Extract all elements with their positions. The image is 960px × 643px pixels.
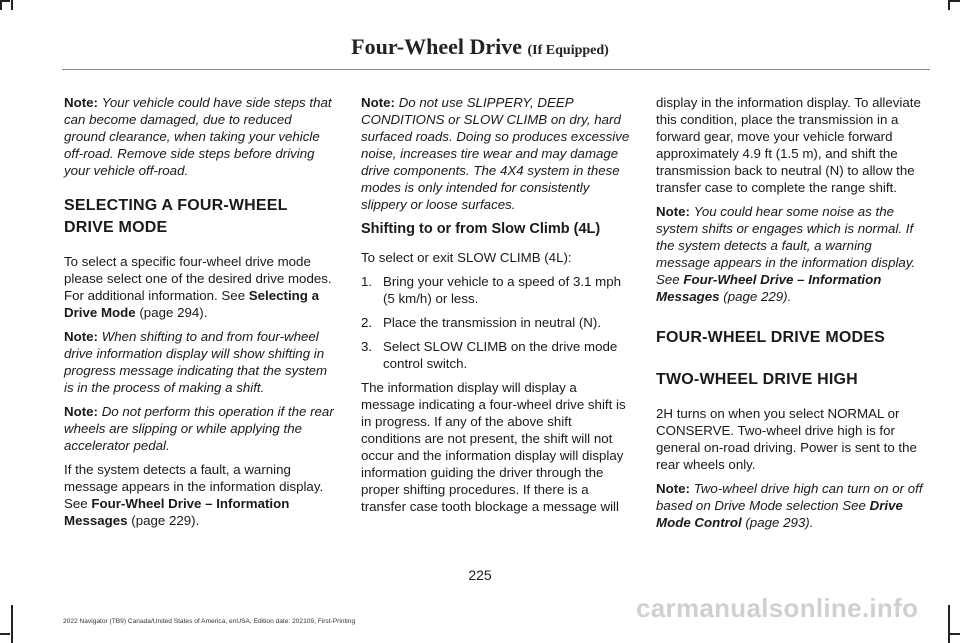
paragraph-2h: 2H turns on when you select NORMAL or CONSERVE. Two-wheel drive high is for general on-road driving. Power is sent to the rear wheels only. xyxy=(656,406,917,472)
cross-reference-link[interactable]: Four-Wheel Drive – Information Messages xyxy=(64,496,290,528)
note-slippery-conditions xyxy=(361,94,631,213)
paragraph-shift-progress: The information display will display a message indicating a four-wheel drive shift is in progress. If any of the above shift conditions are not present, the shift will not occur and the information display will display information guiding the driver through the proper shifting procedures. If there is a transfer case tooth blockage a message will xyxy=(361,380,626,514)
crop-mark xyxy=(950,633,960,635)
step-text: Place the transmission in neutral (N). xyxy=(383,315,602,330)
crop-mark xyxy=(0,0,2,10)
note-label: Note: xyxy=(64,329,98,344)
step-number: 3. xyxy=(361,339,373,354)
crop-mark xyxy=(11,605,13,643)
crop-mark xyxy=(11,0,13,10)
note-label: Note: xyxy=(656,481,690,496)
crop-mark xyxy=(950,0,960,2)
page-reference: (page 229). xyxy=(719,289,792,304)
paragraph-tooth-blockage: display in the information display. To alleviate this condition, place the transmission in a forward gear, move your vehicle forward approximately 4.9 ft (1.5 m), and shift the transmission back to neutral (N) to allow the transfer case to complete the range shift. xyxy=(656,95,921,195)
note-text: Two-wheel drive high can turn on or off based on Drive Mode selection See xyxy=(656,481,923,513)
list-item xyxy=(361,338,631,372)
crop-mark xyxy=(0,633,10,635)
section-heading-selecting-mode: SELECTING A FOUR-WHEEL DRIVE MODE xyxy=(64,197,288,236)
note-side-steps xyxy=(64,94,334,179)
note-text: Do not perform this operation if the rear wheels are slipping or while applying the accelerator pedal. xyxy=(64,404,334,453)
page-title xyxy=(0,34,960,60)
note-text: When shifting to and from four-wheel drive information display will show shifting in progress message indicating that the system is in the process of making a shift. xyxy=(64,329,328,395)
section-heading-two-wheel-high: TWO-WHEEL DRIVE HIGH xyxy=(656,371,858,388)
column-1 xyxy=(64,94,334,536)
list-item xyxy=(361,314,631,331)
note-shifting-display xyxy=(64,328,334,396)
note-drive-mode-selection xyxy=(656,480,926,531)
watermark: carmanualsonline.info xyxy=(636,593,919,623)
note-label: Note: xyxy=(64,95,98,110)
note-text: Your vehicle could have side steps that can become damaged, due to reduced ground clearance, when taking your vehicle off-road. Remove side steps before driving your vehicle off-road. xyxy=(64,95,332,178)
crop-mark xyxy=(0,0,10,2)
section-heading-drive-modes: FOUR-WHEEL DRIVE MODES xyxy=(656,329,886,346)
cross-reference-link[interactable]: Four-Wheel Drive – Information Messages xyxy=(656,272,882,304)
crop-mark xyxy=(948,0,950,10)
list-item xyxy=(361,273,631,307)
paragraph-intro: To select or exit SLOW CLIMB (4L): xyxy=(361,250,572,265)
crop-mark xyxy=(948,605,950,643)
note-label: Note: xyxy=(656,204,690,219)
page-reference: (page 229). xyxy=(127,513,200,528)
note-text: Do not use SLIPPERY, DEEP CONDITIONS or SLOW CLIMB on dry, hard surfaced roads. Doing so produces excessive noise, increases tire wear and may damage drive components. The 4X4 system in these modes is only intended for consistently slippery or loose surfaces. xyxy=(361,95,630,212)
header-rule xyxy=(62,69,930,70)
note-shift-noise xyxy=(656,203,926,305)
page-title-main: Four-Wheel Drive xyxy=(351,34,523,59)
note-text: You could hear some noise as the system shifts or engages which is normal. If the system detects a fault, a warning message appears in the information display. See xyxy=(656,204,916,287)
page-reference: (page 293). xyxy=(741,515,814,530)
subheading-slow-climb: Shifting to or from Slow Climb (4L) xyxy=(361,221,601,237)
paragraph-fault-warning xyxy=(64,461,334,529)
paragraph-select-mode xyxy=(64,253,334,321)
column-2 xyxy=(361,94,631,522)
page-reference: (page 294). xyxy=(135,305,208,320)
page-title-suffix: (If Equipped) xyxy=(527,43,609,58)
column-3 xyxy=(656,94,926,538)
step-text: Select SLOW CLIMB on the drive mode control switch. xyxy=(383,339,618,371)
cross-reference-link[interactable]: Selecting a Drive Mode xyxy=(64,288,319,320)
edition-footer: 2022 Navigator (TB9) Canada/United States of America, enUSA, Edition date: 202109, First-Printing xyxy=(63,618,356,625)
step-text: Bring your vehicle to a speed of 3.1 mph (5 km/h) or less. xyxy=(383,274,622,306)
note-label: Note: xyxy=(64,404,98,419)
note-wheels-slipping xyxy=(64,403,334,454)
page-number: 225 xyxy=(468,567,492,583)
step-number: 1. xyxy=(361,274,373,289)
step-number: 2. xyxy=(361,315,373,330)
paragraph-text: If the system detects a fault, a warning message appears in the information display. See xyxy=(64,462,324,511)
note-label: Note: xyxy=(361,95,395,110)
cross-reference-link[interactable]: Drive Mode Control xyxy=(656,498,903,530)
steps-list xyxy=(361,273,631,372)
paragraph-text: To select a specific four-wheel drive mode please select one of the desired drive modes. For additional information. See xyxy=(64,254,332,303)
